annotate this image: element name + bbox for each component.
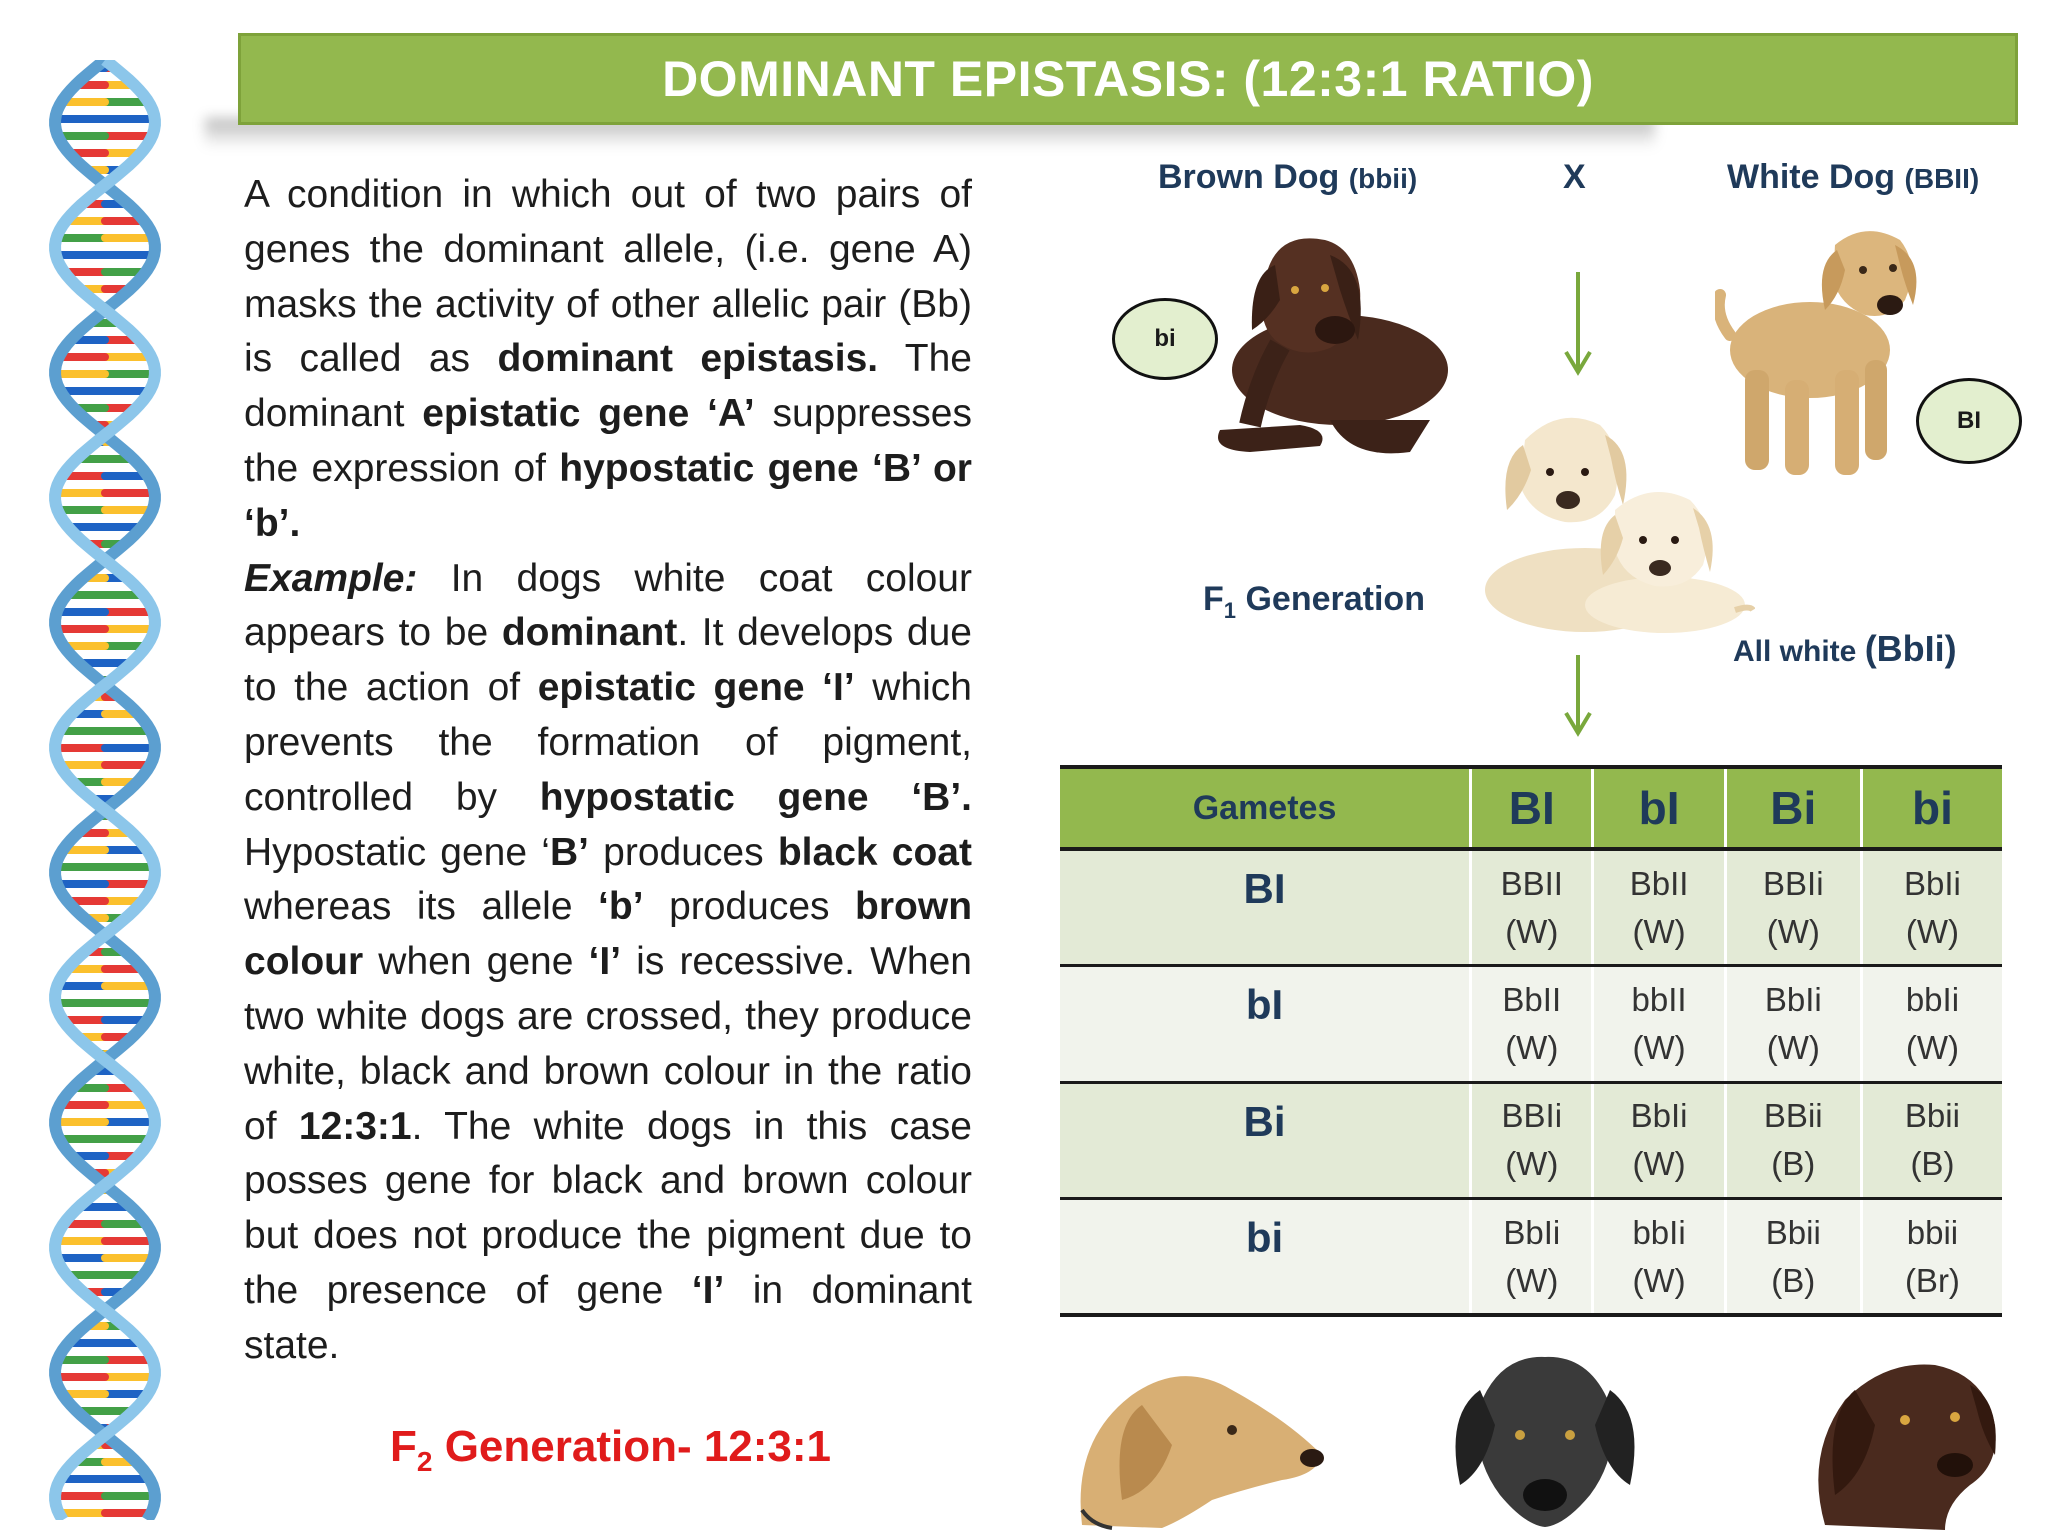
description-segment: is recessive. When two white dogs are crossed, they produce white, black and brown colour in the ratio of xyxy=(244,940,972,1148)
description-segment: ‘I’ xyxy=(691,1268,725,1312)
dna-helix-icon xyxy=(30,60,180,1520)
phenotype-text: (Br) xyxy=(1904,1261,1960,1299)
phenotype-text: (W) xyxy=(1505,1028,1559,1066)
genotype-cell xyxy=(1593,849,1725,966)
arrow-down-icon xyxy=(1563,272,1593,377)
description-segment: dominant xyxy=(501,611,678,655)
description-segment: hypostatic gene ‘B’. xyxy=(539,775,972,819)
genotype-text: bbii xyxy=(1906,1213,1959,1251)
description-segment: epistatic gene ‘I’ xyxy=(537,666,855,710)
genotype-text: BbII xyxy=(1629,864,1689,902)
description-segment: whereas its allele xyxy=(244,885,599,929)
genotype-cell xyxy=(1593,1082,1725,1199)
genotype-cell xyxy=(1593,1199,1725,1316)
brown-dog-label xyxy=(1158,158,1417,197)
phenotype-text: (B) xyxy=(1771,1145,1816,1183)
genotype-text: BbIi xyxy=(1904,864,1961,902)
description-segment: in dominant state. xyxy=(244,1268,973,1367)
phenotype-text: (B) xyxy=(1771,1261,1816,1299)
description-segment: produces xyxy=(588,830,778,874)
genotype-text: bbIi xyxy=(1905,980,1960,1018)
genotype-cell xyxy=(1471,1199,1593,1316)
gametes-header: Gametes xyxy=(1060,767,1471,849)
table-row xyxy=(1060,966,2002,1083)
yellow-dog-head-image xyxy=(1072,1350,1327,1530)
genotype-text: BBii xyxy=(1763,1097,1823,1135)
description-segment: brown colour xyxy=(244,885,973,984)
f1-subscript: 1 xyxy=(1223,597,1237,623)
genotype-cell xyxy=(1861,1082,2002,1199)
column-header: bi xyxy=(1861,767,2002,849)
genotype-text: BbIi xyxy=(1503,1213,1561,1251)
genotype-cell xyxy=(1861,849,2002,966)
f1-prefix: F xyxy=(1203,580,1224,618)
f2-generation-title xyxy=(390,1422,831,1478)
genotype-text: Bbii xyxy=(1765,1213,1821,1251)
description-segment: . It develops due to the action of xyxy=(244,611,972,710)
genotype-cell xyxy=(1861,1199,2002,1316)
phenotype-text: (W) xyxy=(1905,912,1959,950)
brown-dog-genotype: (bbii) xyxy=(1348,163,1418,194)
description-segment: B’ xyxy=(549,830,589,874)
phenotype-text: (W) xyxy=(1632,1261,1686,1299)
phenotype-text: (W) xyxy=(1766,912,1820,950)
phenotype-text: (W) xyxy=(1505,912,1559,950)
phenotype-text: (W) xyxy=(1905,1028,1959,1066)
f1-result-label xyxy=(1733,628,1957,670)
description-paragraph xyxy=(244,168,972,1374)
phenotype-text: (W) xyxy=(1505,1261,1559,1299)
white-puppies-image xyxy=(1465,400,1755,640)
description-segment: dominant epistasis. xyxy=(497,337,879,381)
black-dog-head-image xyxy=(1440,1345,1650,1533)
table-row xyxy=(1060,1199,2002,1316)
brown-dog-head-image xyxy=(1795,1345,2005,1530)
genotype-cell xyxy=(1471,966,1593,1083)
description-segment: suppresses the expression of xyxy=(244,392,972,490)
description-segment: when gene xyxy=(363,940,589,984)
genotype-text: BbII xyxy=(1502,980,1562,1018)
genotype-text: BBIi xyxy=(1501,1097,1563,1135)
genotype-cell xyxy=(1593,966,1725,1083)
description-segment: 12:3:1 xyxy=(298,1104,412,1148)
f2-subscript: 2 xyxy=(416,1445,433,1477)
description-segment: ‘b’ xyxy=(598,885,644,929)
description-segment: A condition in which out of two pairs of genes the dominant allele, (i.e. gene A) masks the activity of other allelic pair (Bb) is called as xyxy=(244,173,972,381)
row-gamete-header: BI xyxy=(1060,849,1471,966)
phenotype-text: (W) xyxy=(1632,912,1686,950)
description-segment: . The white dogs in this case posses gene for black and brown colour but does not produce the pigment due to the presence of gene xyxy=(244,1104,972,1312)
phenotype-text: (W) xyxy=(1766,1028,1820,1066)
phenotype-text: (W) xyxy=(1632,1145,1686,1183)
genotype-text: Bbii xyxy=(1904,1097,1960,1135)
f1-generation-label xyxy=(1203,580,1425,624)
brown-dog-image xyxy=(1180,220,1450,470)
phenotype-text: (W) xyxy=(1505,1145,1559,1183)
row-gamete-header: bi xyxy=(1060,1199,1471,1316)
punnett-square-table xyxy=(1060,765,2002,1317)
genotype-text: BBIi xyxy=(1763,864,1824,902)
table-header-row xyxy=(1060,767,2002,849)
genotype-text: BbIi xyxy=(1630,1097,1688,1135)
genotype-cell xyxy=(1725,1199,1861,1316)
description-segment: Hypostatic gene ‘ xyxy=(244,830,550,874)
column-header: bI xyxy=(1593,767,1725,849)
genotype-cell xyxy=(1471,1082,1593,1199)
title-banner xyxy=(238,33,2018,125)
cross-symbol: X xyxy=(1563,158,1586,196)
genotype-cell xyxy=(1861,966,2002,1083)
white-gamete-circle: BI xyxy=(1916,378,2022,464)
white-dog-label xyxy=(1727,158,1979,197)
table-row xyxy=(1060,849,2002,966)
row-gamete-header: Bi xyxy=(1060,1082,1471,1199)
phenotype-text: (B) xyxy=(1910,1145,1955,1183)
genotype-cell xyxy=(1471,849,1593,966)
phenotype-text: (W) xyxy=(1632,1028,1686,1066)
description-segment: black coat xyxy=(777,830,972,874)
description-segment: The dominant xyxy=(244,337,973,436)
arrow-down-icon xyxy=(1563,655,1593,737)
genotype-text: BbIi xyxy=(1764,980,1822,1018)
genotype-cell xyxy=(1725,849,1861,966)
table-row xyxy=(1060,1082,2002,1199)
f2-prefix: F xyxy=(390,1422,417,1471)
description-segment: epistatic gene ‘A’ xyxy=(422,392,755,436)
brown-gamete-circle: bi xyxy=(1112,298,1218,380)
genotype-cell xyxy=(1725,966,1861,1083)
page-title: DOMINANT EPISTASIS: (12:3:1 RATIO) xyxy=(662,51,1594,107)
description-segment: which prevents the formation of pigment, controlled by xyxy=(244,666,972,819)
f1-suffix: Generation xyxy=(1236,580,1425,618)
white-dog-name: White Dog xyxy=(1727,158,1896,196)
description-segment: Example: xyxy=(244,556,418,600)
brown-dog-name: Brown Dog xyxy=(1158,158,1340,196)
description-segment: produces xyxy=(643,885,856,929)
f1-result-genotype: (BbIi) xyxy=(1864,628,1957,669)
description-segment: In dogs white coat colour appears to be xyxy=(244,556,972,655)
genotype-text: BBII xyxy=(1500,864,1563,902)
description-segment: ‘I’ xyxy=(588,940,622,984)
white-dog-genotype: (BBII) xyxy=(1904,163,1980,194)
column-header: BI xyxy=(1471,767,1593,849)
genotype-text: bbIi xyxy=(1632,1213,1686,1251)
description-segment: hypostatic gene ‘B’ or ‘b’. xyxy=(244,446,972,545)
f1-result-text: All white xyxy=(1733,635,1865,668)
column-header: Bi xyxy=(1725,767,1861,849)
row-gamete-header: bI xyxy=(1060,966,1471,1083)
genotype-text: bbII xyxy=(1631,980,1687,1018)
genotype-cell xyxy=(1725,1082,1861,1199)
f2-suffix: Generation- 12:3:1 xyxy=(432,1422,832,1471)
